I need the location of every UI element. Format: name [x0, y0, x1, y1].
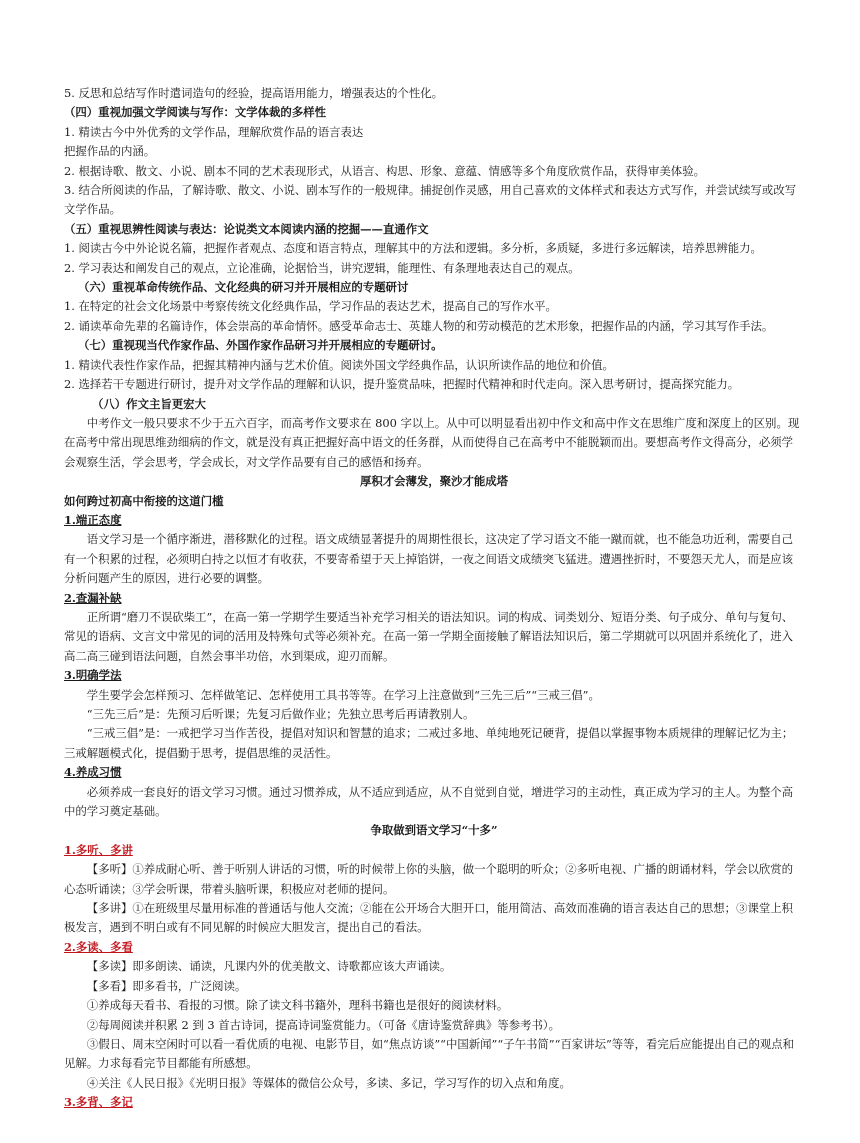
- paragraph: 中考作文一般只要求不少于五六百字，而高考作文要求在 800 字以上。从中可以明显看出初中作文和高中作文在思维广度和深度上的区别。现在高考中常出现思维劲细病的作文，就是没有真正把握好高中语文的任务群，从而使得自己在高考中不能脱颖而出。要想高考作文得高分，必须学会观察生活，学会思考，学会成长，对文学作品要有自己的感悟和扬弃。: [64, 415, 800, 469]
- paragraph: 【多看】即多看书，广泛阅读。: [86, 978, 247, 993]
- paragraph: 把握作品的内涵。: [64, 144, 156, 159]
- section-heading: （八）作文主旨更宏大: [92, 396, 206, 411]
- paragraph: 1. 在特定的社会文化场景中考察传统文化经典作品，学习作品的表达艺术，提高自己的写作水平。: [64, 299, 557, 314]
- paragraph: 必须养成一套良好的语文学习习惯。通过习惯养成，从不适应到适应，从不自觉到自觉，增进学习的主动性，真正成为学习的主人。为整个高中的学习奠定基础。: [64, 784, 794, 819]
- paragraph: 2. 学习表达和阐发自己的观点，立论准确，论据恰当，讲究逻辑，能理性、有条理地表达自己的观点。: [64, 260, 580, 275]
- page-heading: 争取做到语文学习“十多”: [370, 823, 498, 838]
- paragraph: 1. 精读代表性作家作品，把握其精神内涵与艺术价值。阅读外国文学经典作品，认识所读作品的地位和价值。: [64, 357, 614, 372]
- subsection-title: 2.多读、多看: [64, 939, 133, 954]
- paragraph: 【多讲】①在班级里尽量用标准的普通话与他人交流；②能在公开场合大胆开口，能用简洁、高效而准确的语言表达自己的思想；③课堂上积极发言，遇到不明白或有不同见解的时候应大胆发言，提出自己的看法。: [64, 901, 794, 935]
- paragraph: 2. 根据诗歌、散文、小说、剧本不同的艺术表现形式，从语言、构思、形象、意蕴、情感等多个角度欣赏作品，获得审美体验。: [64, 163, 705, 178]
- subsection-title: 4.养成习惯: [64, 765, 122, 780]
- paragraph: “三戒三倡”是：一戒把学习当作苦役，提倡对知识和智慧的追求；二戒过多地、单纯地死记硬背，提倡以掌握事物本质规律的理解记忆为主；三戒解题模式化，提倡勤于思考，提倡思维的灵活性。: [64, 726, 794, 760]
- paragraph: 2. 选择若干专题进行研讨，提升对文学作品的理解和认识，提升鉴赏品味，把握时代精神和时代走向。深入思考研讨，提高探究能力。: [64, 377, 740, 392]
- paragraph: 3. 结合所阅读的作品，了解诗歌、散文、小说、剧本写作的一般规律。捕捉创作灵感，用自己喜欢的文体样式和表达方式写作，并尝试续写或改写文学作品。: [64, 183, 797, 217]
- paragraph: 【多读】即多朗读、诵读，凡课内外的优美散文、诗歌都应该大声诵读。: [86, 959, 452, 974]
- paragraph: ③假日、周末空闲时可以看一看优质的电视、电影节目，如“焦点访谈”“中国新闻”“子午书简”“百家讲坛”等等，看完后应能提出自己的观点和见解。力求每看完节目都能有所感想。: [64, 1036, 795, 1071]
- section-heading: （六）重视革命传统作品、文化经典的研习并开展相应的专题研讨: [78, 280, 409, 295]
- paragraph: 【多听】①养成耐心听、善于听别人讲话的习惯，听的时候带上你的头脑，做一个聪明的听众；②多听电视、广播的朗诵材料，学会以欣赏的心态听诵读；③学会听课，带着头脑听课，积极应对老师的提问。: [64, 862, 794, 896]
- paragraph: 2. 诵读革命先辈的名篇诗作，体会崇高的革命情怀。感受革命志士、英雄人物的和劳动模范的艺术形象，把握作品的内涵，学习其写作手法。: [64, 318, 774, 333]
- subsection-title: 1.端正态度: [64, 512, 122, 527]
- paragraph: 1. 精读古今中外优秀的文学作品，理解欣赏作品的语言表达: [64, 124, 364, 139]
- subsection-title: 1.多听、多讲: [64, 842, 133, 857]
- paragraph: 5. 反思和总结写作时遣词造句的经验，提高语用能力，增强表达的个性化。: [64, 86, 443, 100]
- subsection-title: 3.明确学法: [64, 668, 122, 683]
- section-heading: （四）重视加强文学阅读与写作：文学体裁的多样性: [64, 105, 326, 120]
- paragraph: “三先三后”是：先预习后听课；先复习后做作业；先独立思考后再请教别人。: [86, 707, 475, 721]
- subsection-title: 3.多背、多记: [64, 1095, 133, 1110]
- paragraph: ④关注《人民日报》《光明日报》等媒体的微信公众号，多读、多记，学习写作的切入点和角度。: [86, 1075, 571, 1090]
- page-heading: 厚积才会薄发，聚沙才能成塔: [359, 474, 509, 489]
- paragraph: 1. 阅读古今中外论说名篇，把握作者观点、态度和语言特点，理解其中的方法和逻辑。多分析，多质疑，多进行多远解读，培养思辨能力。: [64, 241, 762, 256]
- section-heading: （五）重视思辨性阅读与表达：论说类文本阅读内涵的挖掘——直通作文: [64, 221, 429, 236]
- subsection-title: 2.查漏补缺: [64, 590, 122, 605]
- paragraph: 正所谓“磨刀不误砍柴工”，在高一第一学期学生要适当补充学习相关的语法知识。词的构成、词类划分、短语分类、句子成分、单句与复句、常见的语病、文言文中常见的词的活用及特殊句式等必须补充。在高一第一学期全面接触了解语法知识后，第二学期就可以巩固并系统化了，进入高二高三碰到语法问题，自然会事半功倍，水到渠成，迎刃而解。: [64, 609, 794, 663]
- paragraph: ②每周阅读并积累 2 到 3 首古诗词，提高诗词鉴赏能力。（可备《唐诗鉴赏辞典》等参考书）。: [86, 1017, 561, 1032]
- intro-heading: 如何跨过初高中衔接的这道门槛: [64, 493, 224, 508]
- paragraph: ①养成每天看书、看报的习惯。除了读文科书籍外，理科书籍也是很好的阅读材料。: [86, 998, 509, 1013]
- paragraph: 学生要学会怎样预习、怎样做笔记、怎样使用工具书等等。在学习上注意做到“三先三后”“三戒三倡”。: [86, 687, 600, 702]
- paragraph: 语文学习是一个循序渐进，潜移默化的过程。语文成绩显著提升的周期性很长，这决定了学习语文不能一蹴而就，也不能急功近利，需要自己有一个积累的过程，必须明白持之以恒才有收获，不要寄希望于天上掉馅饼，一夜之间语文成绩突飞猛进。遭遇挫折时，不要怨天尤人，而是应该分析问题产生的原因，进行必要的调整。: [64, 532, 794, 586]
- section-heading: （七）重视现当代作家作品、外国作家作品研习并开展相应的专题研讨。: [78, 338, 443, 353]
